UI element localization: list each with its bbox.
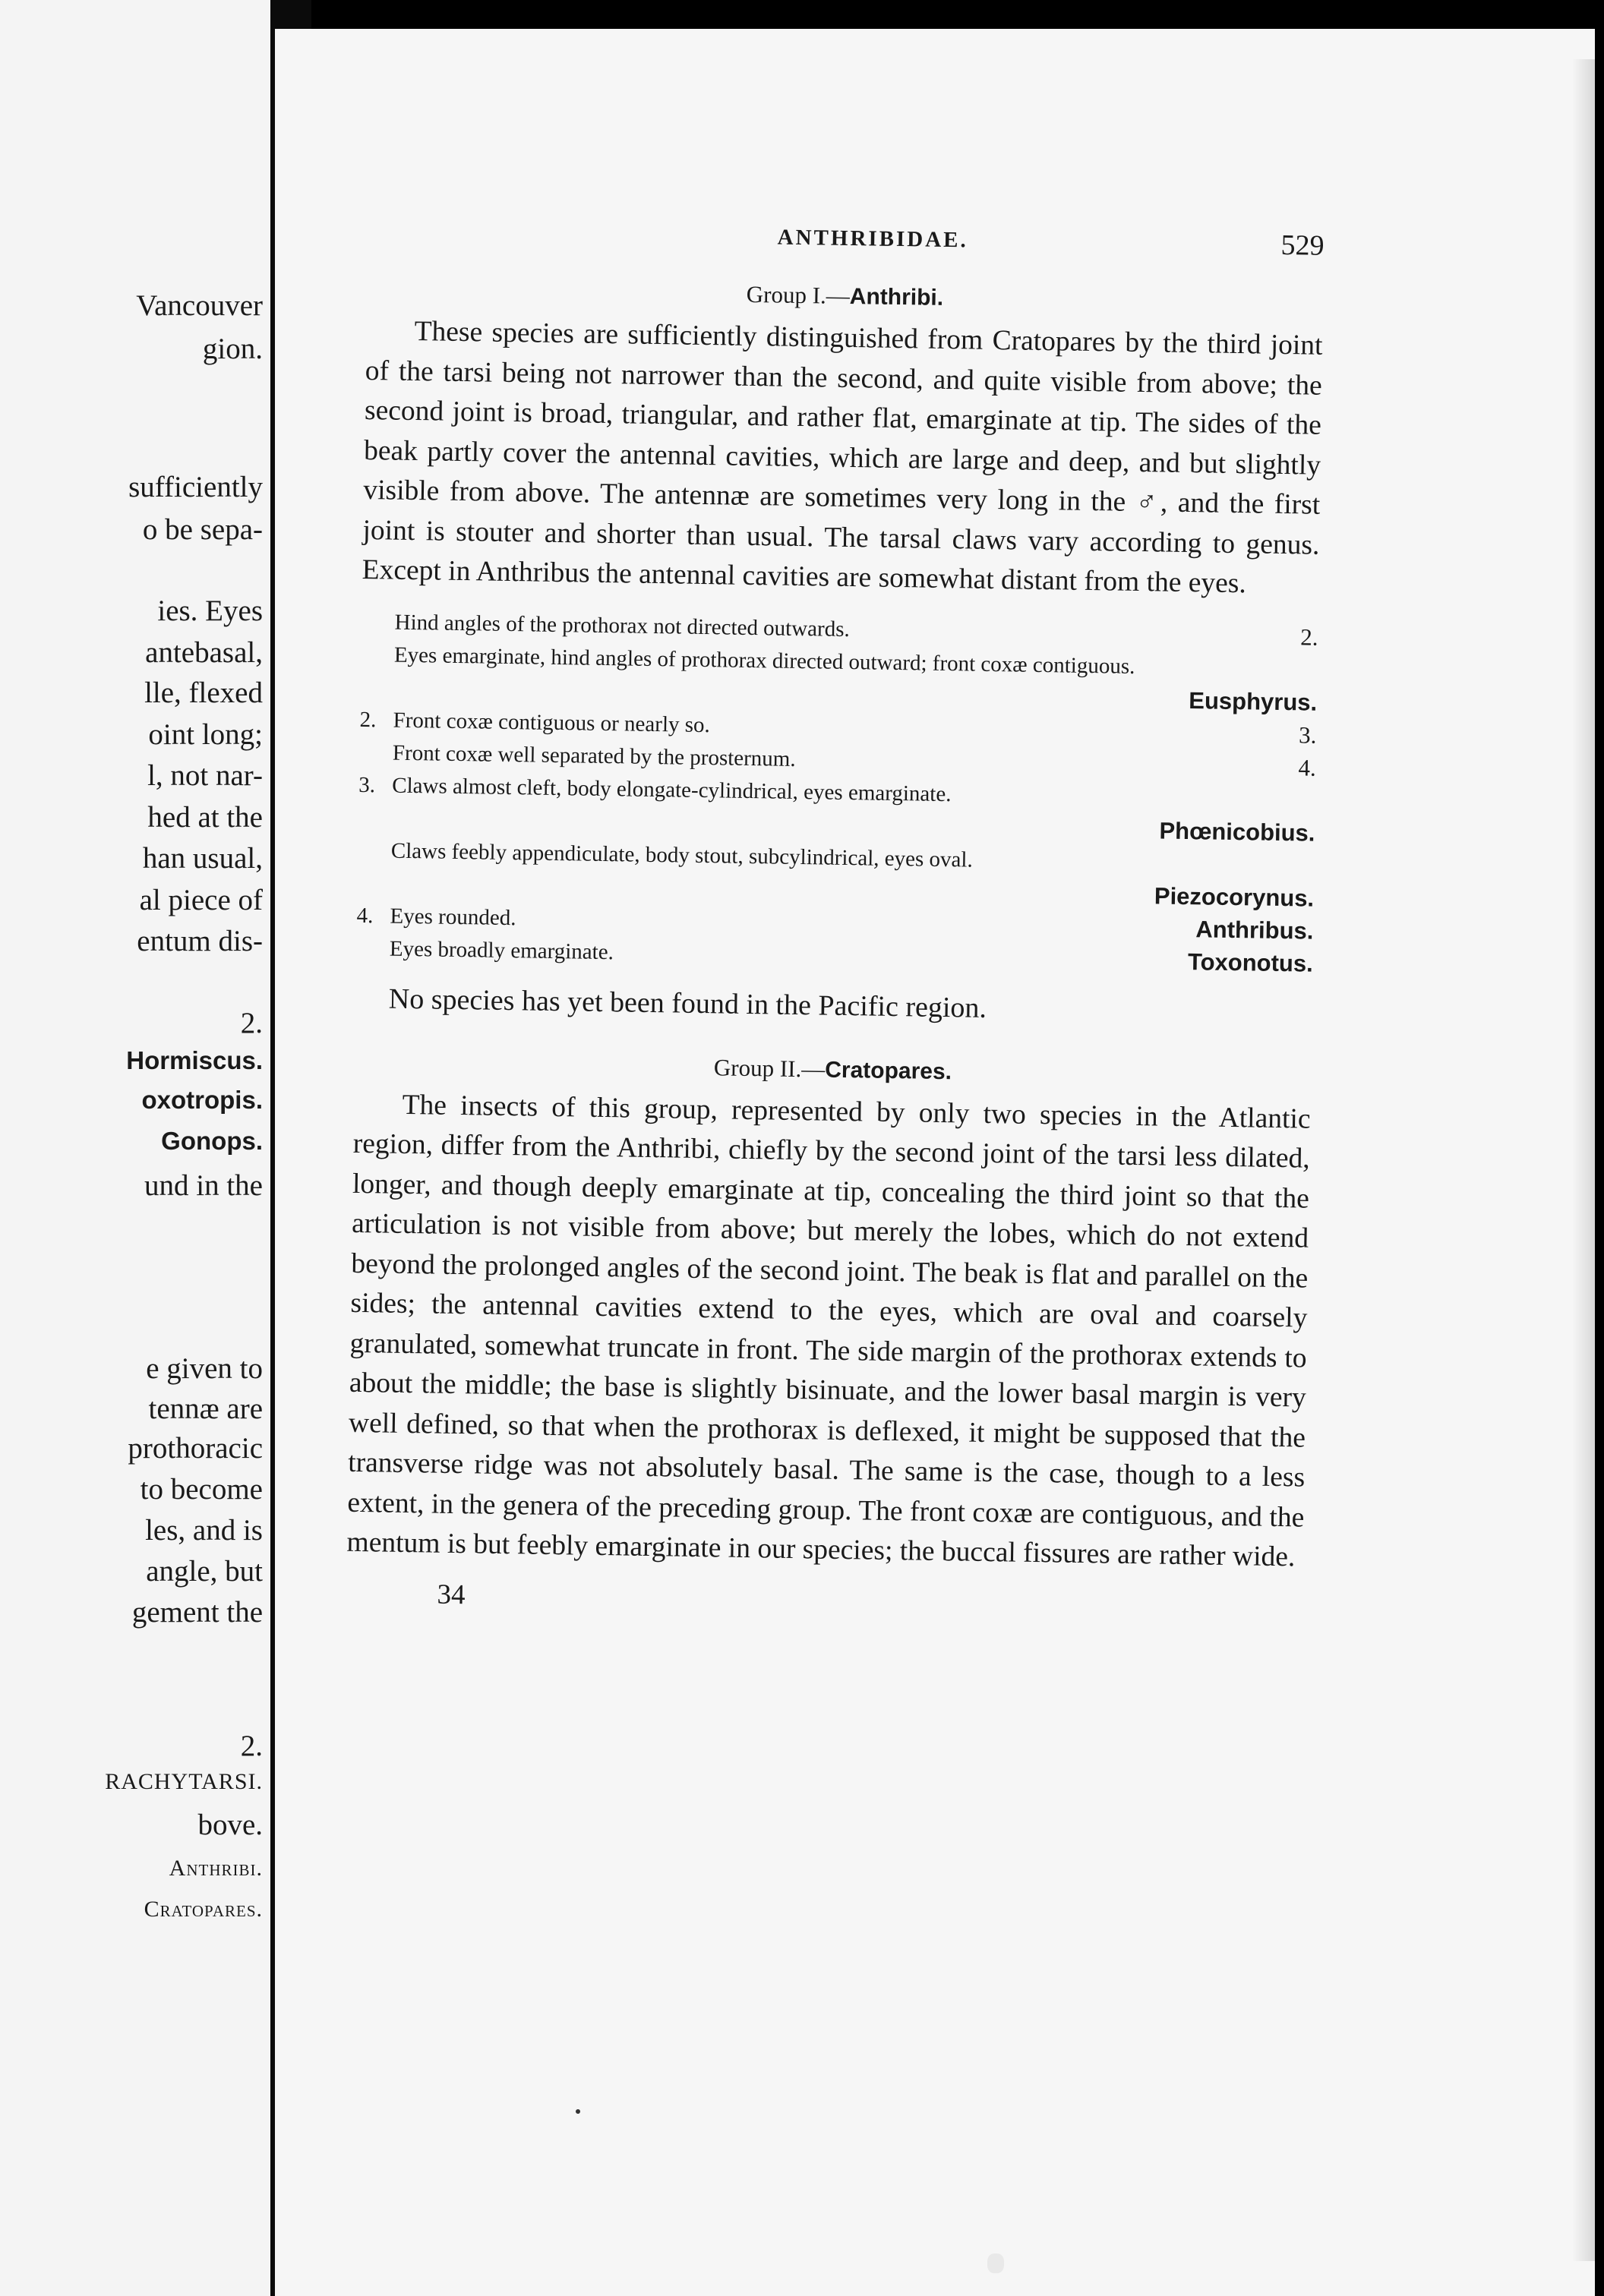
scan-mark: [987, 2253, 1004, 2273]
ink-speck: [576, 2109, 580, 2114]
signature-mark: 34: [437, 1578, 466, 1610]
left-page-line: Vancouver: [136, 289, 263, 322]
left-page-line: ies. Eyes: [157, 594, 263, 627]
group2-paragraph: The insects of this group, represented by only two species in the Atlantic region, differ from the Anthribi, chiefly by the second joint of the tarsi less dilated, longer, and though deeply emarginate at tip, concealing the third joint so that the articulation is not visible from above; but merely the lobes, which do not extend beyond the prolonged angles of the second joint. The beak is flat and parallel on the sides; the antennal cavities extend to the eyes, which are oval and coarsely granulated, somewhat truncate in front. The side margin of the prothorax extends to about the middle; the base is slightly bisinuate, and the lower basal margin is very well defined, so that when the prothorax is deflexed, it might be supposed that the transverse ridge was not absolutely basal. The same is the case, though to a less extent, in the genera of the preceding group. The front coxæ are contiguous, and the mentum is but feebly emarginate in our species; the buccal fissures are rather wide.: [346, 1089, 1311, 1573]
key-number: 4.: [356, 903, 374, 928]
running-head-title: ANTHRIBIDAE.: [777, 225, 969, 253]
left-page-line: sufficiently: [128, 471, 263, 503]
right-page: [275, 29, 1595, 2296]
left-page-line: Anthribi.: [169, 1856, 263, 1881]
group1-prefix: Group I.—: [746, 280, 851, 309]
key-text: Eyes emarginate, hind angles of prothorax directed outward; front coxæ contiguous.: [393, 642, 1135, 679]
group1-heading: [366, 275, 1323, 317]
left-page-line: antebasal,: [145, 636, 263, 669]
key-text: Claws almost cleft, body elongate-cylindrical, eyes emarginate.: [392, 773, 952, 806]
group2-prefix: Group II.—: [713, 1053, 826, 1083]
left-page-line: gion.: [202, 333, 263, 365]
key-lead: 3.: [1298, 721, 1317, 749]
left-page-line: Cratopares.: [144, 1897, 263, 1922]
left-page-line: oint long;: [148, 718, 263, 751]
left-page-line: 2.: [240, 1007, 263, 1039]
left-page-line: bove.: [197, 1809, 263, 1841]
left-page-line: Hormiscus.: [126, 1046, 263, 1074]
left-page-line: al piece of: [139, 884, 263, 916]
left-page-line: prothoracic: [128, 1432, 263, 1465]
left-page-line: angle, but: [146, 1555, 263, 1588]
key-text: Front coxæ contiguous or nearly so.: [393, 708, 711, 737]
left-page-line: 2.: [240, 1730, 263, 1762]
key-text: Hind angles of the prothorax not directed outwards.: [394, 610, 851, 642]
key-genus: Eusphyrus.: [1189, 686, 1318, 716]
left-page-line: les, and is: [145, 1514, 263, 1547]
key-text: Eyes rounded.: [390, 904, 516, 930]
left-page-line: RACHYTARSI.: [105, 1769, 263, 1794]
left-page-line: gement the: [131, 1596, 263, 1629]
left-page-line: oxotropis.: [141, 1086, 263, 1114]
key-genus: Anthribus.: [1195, 915, 1314, 945]
group1-name: Anthribi.: [849, 283, 944, 311]
key-text: Claws feebly appendiculate, body stout, subcylindrical, eyes oval.: [390, 838, 973, 872]
group2-heading: [354, 1048, 1311, 1090]
left-page-line: e given to: [146, 1352, 263, 1385]
left-page-line: und in the: [144, 1169, 263, 1202]
key-number: 2.: [359, 707, 377, 732]
running-head: [367, 219, 1325, 279]
left-page-line: to become: [140, 1473, 263, 1506]
left-page-line: han usual,: [142, 842, 263, 875]
group2-name: Cratopares.: [825, 1057, 952, 1084]
left-page-line: Gonops.: [161, 1127, 263, 1155]
group1-paragraph: These species are sufficiently distinguished from Cratopares by the third joint of the tarsi being not narrower than the second, and quite visible from above; the second joint is broad, triangular, and rather flat, emarginate at tip. The sides of the beak partly cover the antennal cavities, which are large and deep, and but slightly visible from above. The antennæ are sometimes very long in the ♂, and the first joint is stouter and shorter than usual. The tarsal claws vary according to genus. Except in Anthribus the antennal cavities are somewhat distant from the eyes.: [362, 315, 1323, 600]
key-text: Front coxæ well separated by the prosternum.: [392, 740, 796, 771]
page-content: [346, 219, 1325, 1624]
left-page-line: lle, flexed: [144, 676, 263, 709]
pacific-note: No species has yet been found in the Pacific region.: [388, 982, 987, 1024]
key-lead: 2.: [1299, 623, 1318, 651]
key-genus: Piezocorynus.: [1154, 882, 1315, 912]
key-lead: 4.: [1298, 753, 1317, 781]
key-number: 3.: [358, 772, 376, 797]
left-page-line: tennæ are: [148, 1392, 263, 1425]
page-number: 529: [1280, 229, 1325, 262]
left-page-line: o be sepa-: [142, 513, 263, 546]
left-page-line: l, not nar-: [147, 759, 263, 792]
key-text: Eyes broadly emarginate.: [389, 936, 614, 964]
left-facing-page: [0, 0, 270, 2296]
genus-key: [356, 605, 1318, 979]
key-genus: Toxonotus.: [1187, 948, 1314, 977]
page-edge-shadow: [1572, 59, 1595, 2261]
left-page-line: entum dis-: [137, 925, 263, 957]
key-genus: Phœnicobius.: [1159, 816, 1315, 847]
left-page-line: hed at the: [147, 801, 263, 834]
